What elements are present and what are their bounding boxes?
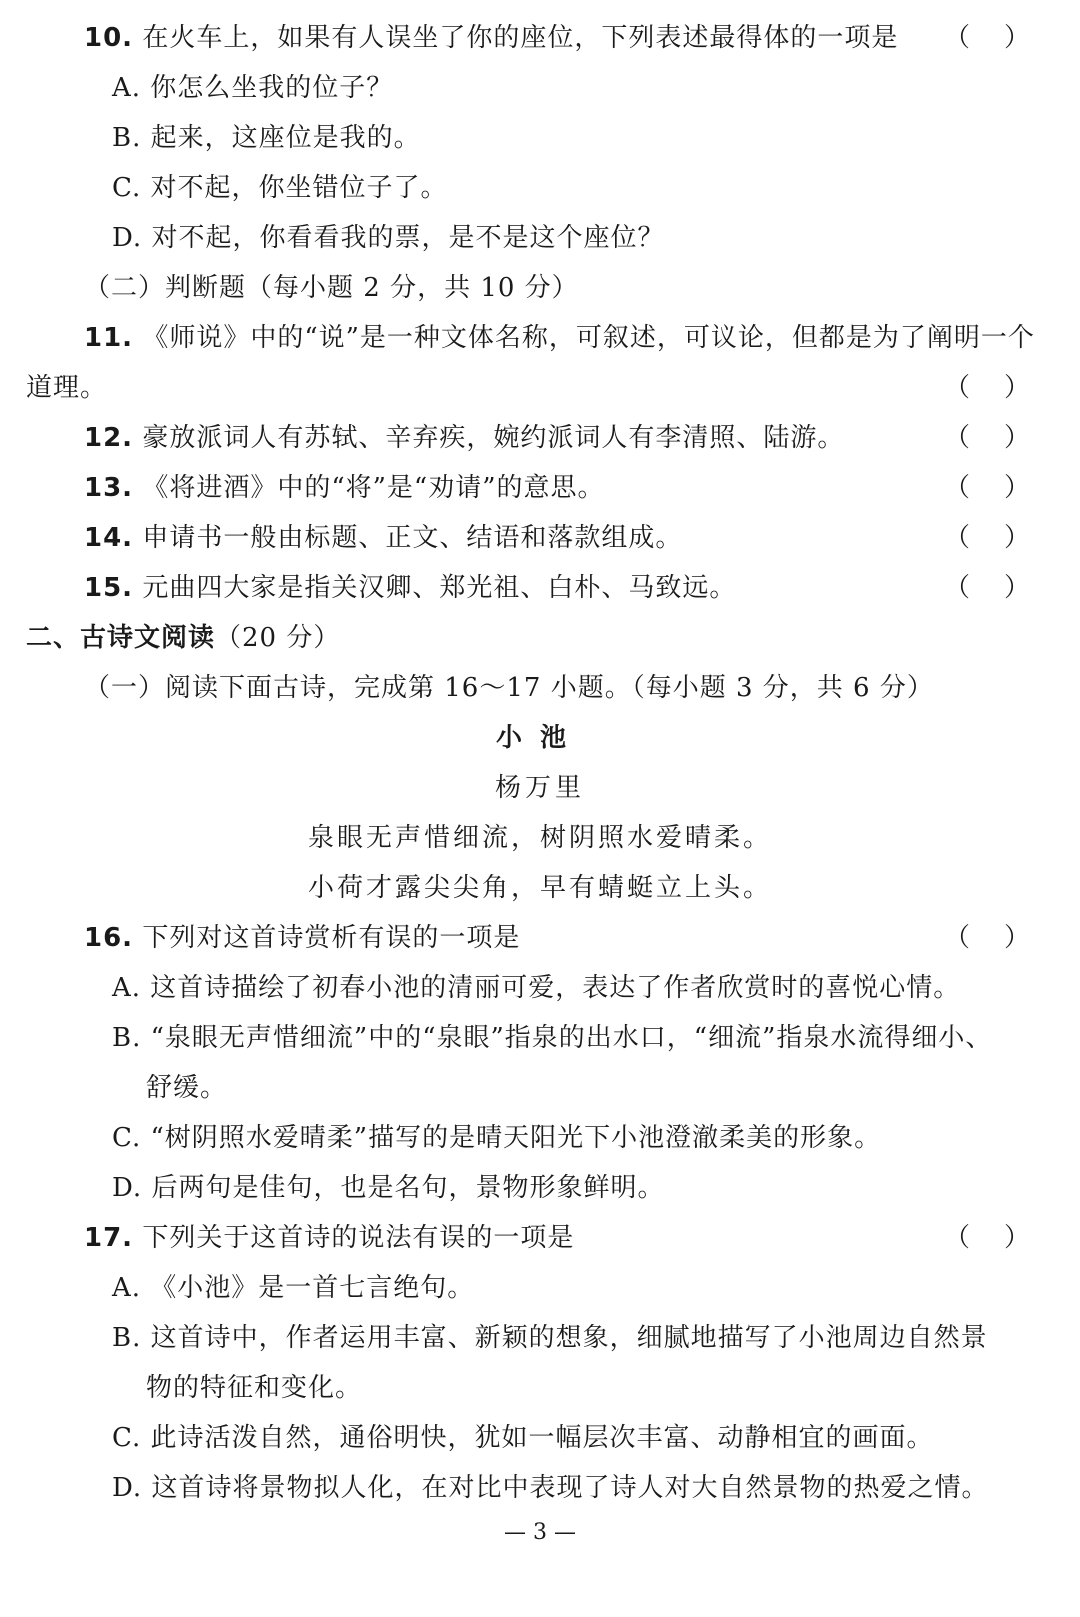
question-10	[84, 13, 1080, 63]
option-b-cont: 物的特征和变化。	[146, 1373, 363, 1403]
question-text: 豪放派词人有苏轼、辛弃疾，婉约派词人有李清照、陆游。	[142, 423, 845, 453]
answer-blank: （ ）	[944, 373, 1030, 403]
question-number: 13.	[84, 473, 134, 503]
answer-blank: （ ）	[944, 473, 1030, 503]
option-c: C. “树阴照水爱晴柔”描写的是晴天阳光下小池澄澈柔美的形象。	[112, 1123, 882, 1153]
option-c: C. 对不起，你坐错位子了。	[112, 173, 448, 203]
option-c: C. 此诗活泼自然，通俗明快，犹如一幅层次丰富、动静相宜的画面。	[112, 1423, 934, 1453]
question-text: 元曲四大家是指关汉卿、郑光祖、白朴、马致远。	[142, 573, 737, 603]
poem-line-2: 小荷才露尖尖角，早有蜻蜓立上头。	[307, 873, 772, 903]
option-b: B. 起来，这座位是我的。	[112, 123, 421, 153]
option-d: D. 对不起，你看看我的票，是不是这个座位？	[112, 223, 665, 253]
question-17	[84, 1213, 1080, 1263]
question-number: 10.	[84, 23, 134, 53]
question-text: 下列关于这首诗的说法有误的一项是	[142, 1223, 575, 1253]
question-text: 《将进酒》中的“将”是“劝请”的意思。	[142, 473, 605, 503]
question-text: 在火车上，如果有人误坐了你的座位，下列表述最得体的一项是	[142, 23, 899, 53]
section-score: （20 分）	[215, 623, 341, 653]
option-a: A. 你怎么坐我的位子？	[112, 73, 394, 103]
page-number: — 3 —	[504, 1520, 576, 1545]
option-b: B. 这首诗中，作者运用丰富、新颖的想象，细腻地描写了小池周边自然景	[112, 1323, 988, 1353]
option-d: D. 这首诗将景物拟人化，在对比中表现了诗人对大自然景物的热爱之情。	[112, 1473, 989, 1503]
question-13	[84, 463, 1080, 513]
question-11-cont	[26, 363, 1080, 413]
answer-blank: （ ）	[944, 523, 1030, 553]
question-14	[84, 513, 1080, 563]
question-text: 《师说》中的“说”是一种文体名称，可叙述，可议论，但都是为了阐明一个	[142, 323, 1035, 353]
poem-line-1: 泉眼无声惜细流，树阴照水爱晴柔。	[307, 823, 772, 853]
answer-blank: （ ）	[944, 23, 1030, 53]
question-12	[84, 413, 1080, 463]
option-a: A. 这首诗描绘了初春小池的清丽可爱，表达了作者欣赏时的喜悦心情。	[112, 973, 961, 1003]
question-number: 11.	[84, 323, 134, 353]
question-text: 下列对这首诗赏析有误的一项是	[142, 923, 521, 953]
question-text-cont: 道理。	[26, 373, 108, 403]
question-text: 申请书一般由标题、正文、结语和落款组成。	[142, 523, 683, 553]
answer-blank: （ ）	[944, 1223, 1030, 1253]
question-16	[84, 913, 1080, 963]
section-heading-poetry	[26, 613, 1080, 663]
question-11	[84, 313, 1080, 363]
poem-title: 小池	[495, 723, 584, 753]
question-number: 14.	[84, 523, 134, 553]
section-label: 二、古诗文阅读	[26, 623, 216, 653]
question-number: 12.	[84, 423, 134, 453]
answer-blank: （ ）	[944, 423, 1030, 453]
option-b: B. “泉眼无声惜细流”中的“泉眼”指泉的出水口，“细流”指泉水流得细小、	[112, 1023, 993, 1053]
question-number: 17.	[84, 1223, 134, 1253]
option-d: D. 后两句是佳句，也是名句，景物形象鲜明。	[112, 1173, 665, 1203]
question-15	[84, 563, 1080, 613]
poem-author: 杨万里	[494, 773, 585, 803]
option-b-cont: 舒缓。	[146, 1073, 228, 1103]
answer-blank: （ ）	[944, 923, 1030, 953]
answer-blank: （ ）	[944, 573, 1030, 603]
question-number: 16.	[84, 923, 134, 953]
section-heading-judge: （二）判断题（每小题 2 分，共 10 分）	[84, 273, 579, 303]
option-a: A. 《小池》是一首七言绝句。	[112, 1273, 475, 1303]
question-number: 15.	[84, 573, 134, 603]
subsection-heading: （一）阅读下面古诗，完成第 16～17 小题。（每小题 3 分，共 6 分）	[84, 673, 934, 703]
